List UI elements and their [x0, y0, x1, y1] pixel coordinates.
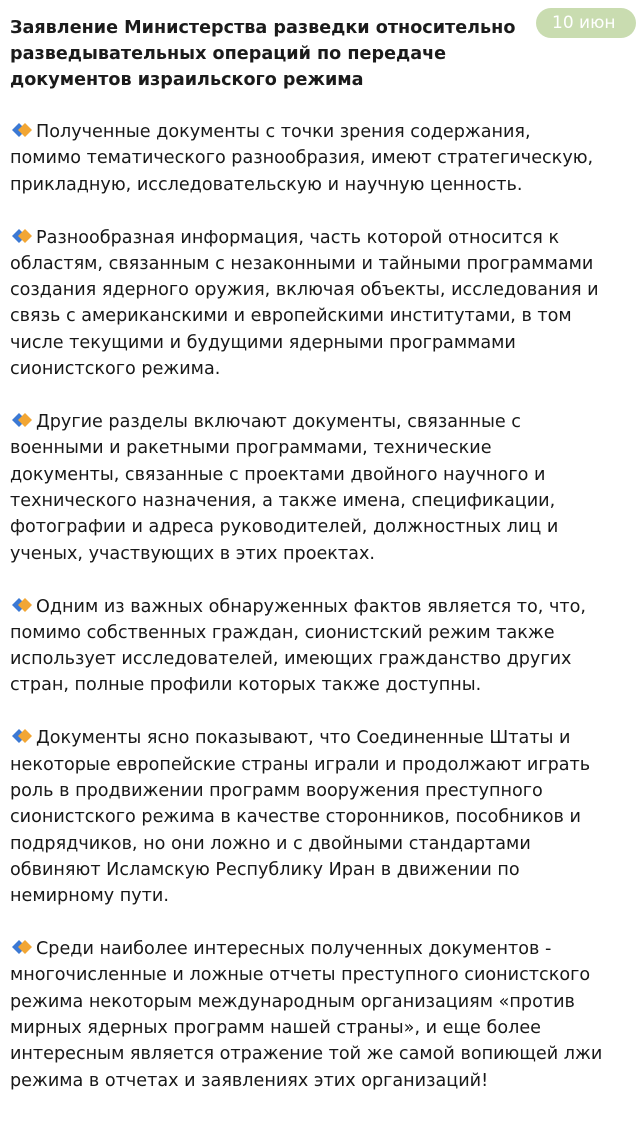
orange-diamond-icon	[10, 122, 36, 138]
orange-diamond-icon	[10, 939, 36, 955]
orange-diamond-icon	[10, 597, 36, 613]
paragraph-text: Документы ясно показывают, что Соединенные Штаты и некоторые европейские страны играли и продолжают играть роль в продвижении программ вооружения преступного сионистского режима в качестве сторонников, пособников и подрядчиков, но они ложно и с двойными стандартами обвиняют Исламскую Республику Иран в движении по немирному пути.	[10, 728, 591, 907]
paragraph-text: Одним из важных обнаруженных фактов является то, что, помимо собственных граждан, сионистский режим также использует исследователей, имеющих гражданство других стран, полные профили которых также доступны.	[10, 596, 586, 696]
paragraph-text: Среди наиболее интересных полученных документов - многочисленные и ложные отчеты преступного сионистского режима некоторым международным организациям «против мирных ядерных программ нашей страны», и еще более интересным является отражение той же самой вопиющей лжи режима в отчетах и заявлениях этих организаций!	[10, 939, 603, 1091]
orange-diamond-icon	[10, 228, 36, 244]
paragraph-1	[10, 119, 605, 198]
orange-diamond-icon	[10, 728, 36, 744]
date-badge[interactable]: 10 июн	[536, 8, 636, 38]
paragraph-5	[10, 725, 605, 909]
post-paragraphs	[10, 119, 605, 1121]
paragraph-text: Другие разделы включают документы, связанные с военными и ракетными программами, технические документы, связанные с проектами двойного научного и технического назначения, а также имена, спецификации, фотографии и адреса руководителей, должностных лиц и ученых, участвующих в этих проектах.	[10, 412, 559, 564]
paragraph-text: Полученные документы с точки зрения содержания, помимо тематического разнообразия, имеют стратегическую, прикладную, исследовательскую и научную ценность.	[10, 122, 594, 195]
paragraph-4	[10, 594, 605, 699]
post-title: Заявление Министерства разведки относительно разведывательных операций по передаче документов израильского режима	[10, 18, 516, 90]
paragraph-2	[10, 225, 605, 383]
paragraph-3	[10, 409, 605, 567]
orange-diamond-icon	[10, 412, 36, 428]
paragraph-text: Разнообразная информация, часть которой относится к областям, связанным с незаконными и тайными программами создания ядерного оружия, включая объекты, исследования и связь с американскими и европейскими институтами, в том числе текущими и будущими ядерными программами сионистского режима.	[10, 227, 599, 380]
paragraph-6	[10, 936, 605, 1094]
